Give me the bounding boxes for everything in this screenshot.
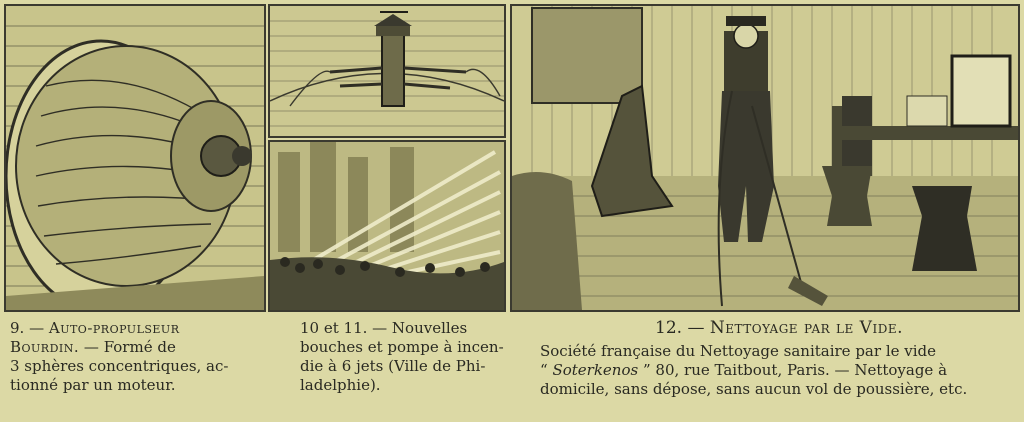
caption-9-line2: [10, 338, 262, 357]
caption-text: — Formé de: [79, 338, 176, 356]
caption-text: ” 80, rue Taitbout, Paris. — Nettoyage à: [642, 361, 948, 379]
caption-10-11-line4: ladelphie).: [300, 376, 381, 394]
illustration-nettoyage-par-le-vide: [510, 4, 1020, 312]
illustration-six-jets: [268, 140, 506, 312]
caption-12-line3: domicile, sans dépose, sans aucun vol de poussière, etc.: [540, 380, 968, 398]
caption-title: Auto-propulseur: [48, 319, 180, 337]
caption-9: [10, 319, 262, 395]
caption-number: 12. —: [655, 318, 705, 338]
caption-10-11-line1: 10 et 11. — Nouvelles: [300, 319, 468, 337]
illustration-auto-propulseur: [4, 4, 266, 312]
caption-10-11: [300, 319, 505, 395]
caption-12-heading: [540, 319, 1018, 338]
caption-9-line1: 9. — Auto-propulseur: [10, 319, 180, 337]
caption-title: Nettoyage par le Vide.: [709, 318, 903, 338]
caption-number: 9.: [10, 319, 25, 337]
caption-12-line1: Société française du Nettoyage sanitaire par le vide: [540, 342, 937, 360]
open-quote: “: [540, 361, 548, 379]
brand-name: Soterkenos: [552, 361, 639, 379]
caption-10-11-line2: bouches et pompe à incen-: [300, 338, 504, 356]
caption-12: [540, 319, 1018, 399]
caption-12-line2: [540, 361, 1018, 380]
caption-name: Bourdin.: [10, 338, 80, 356]
illustration-pompe-a-incendie: [268, 4, 506, 138]
caption-10-11-line3: die à 6 jets (Ville de Phi-: [300, 357, 486, 375]
caption-9-line3: 3 sphères concentriques, ac-: [10, 357, 229, 375]
caption-9-line4: tionné par un moteur.: [10, 376, 176, 394]
